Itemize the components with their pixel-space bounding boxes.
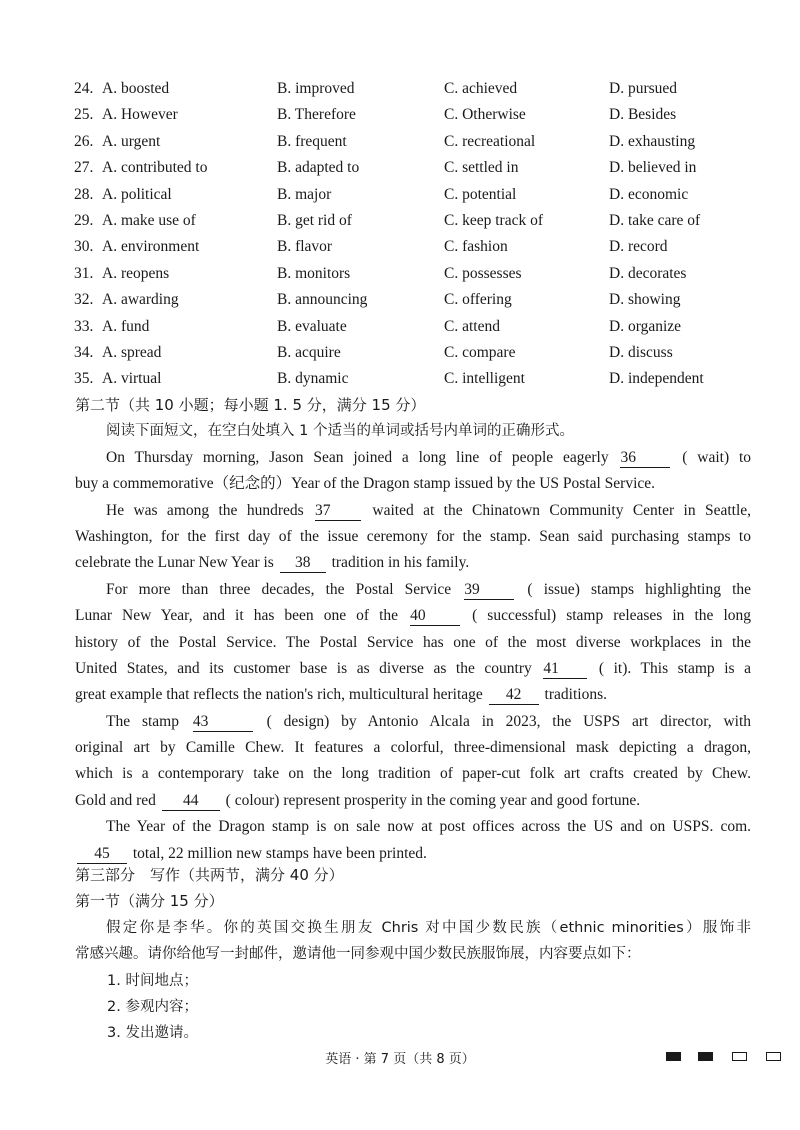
- option-b: B. get rid of: [277, 211, 352, 229]
- text-segment: ( colour) represent prosperity in the coming year and good fortune.: [225, 791, 641, 809]
- option-b: B. frequent: [277, 132, 347, 150]
- text-segment: ( design) by Antonio Alcala in 2023, the USPS art director, with: [266, 712, 752, 730]
- blank-41: 41: [543, 660, 587, 679]
- question-number: 26.: [74, 132, 94, 150]
- option-d: D. organize: [609, 317, 682, 335]
- blank-45: 45: [77, 845, 127, 864]
- prompt-line: 假定你是李华。你的英国交换生朋友 Chris 对中国少数民族（ethnic minorities）服饰非: [106, 919, 751, 936]
- option-row: [74, 208, 774, 234]
- text-segment: great example that reflects the nation's rich, multicultural heritage: [75, 686, 483, 704]
- option-c: C. potential: [444, 185, 517, 203]
- question-number: 32.: [74, 291, 94, 309]
- prompt-line: 常感兴趣。请你给他写一封邮件，邀请他一同参观中国少数民族服饰展，内容要点如下：: [75, 946, 641, 963]
- text-segment: United States, and its customer base is as diverse as the country: [75, 659, 532, 677]
- section-instruction: 阅读下面短文，在空白处填入 1 个适当的单词或括号内单词的正确形式。: [106, 423, 574, 440]
- option-a: A. contributed to: [102, 159, 208, 177]
- question-number: 25.: [74, 106, 94, 124]
- option-a: A. However: [102, 106, 178, 124]
- passage-line: buy a commemorative（纪念的）Year of the Dragon stamp issued by the US Postal Service.: [75, 475, 656, 493]
- option-a: A. political: [102, 185, 172, 203]
- text-segment: He was among the hundreds: [106, 501, 304, 519]
- list-item: 3. 发出邀请。: [107, 1025, 198, 1042]
- multiple-choice-options: [74, 76, 774, 393]
- text-segment: ( wait) to: [682, 448, 752, 466]
- question-number: 29.: [74, 211, 94, 229]
- option-c: C. offering: [444, 291, 512, 309]
- question-number: 31.: [74, 264, 94, 282]
- question-number: 33.: [74, 317, 94, 335]
- question-number: 28.: [74, 185, 94, 203]
- passage-line: which is a contemporary take on the long tradition of paper-cut folk art crafts created by Chew.: [75, 765, 751, 783]
- option-b: B. improved: [277, 80, 355, 97]
- blank-43: 43: [193, 713, 253, 732]
- blank-37: 37: [315, 502, 361, 521]
- option-d: D. economic: [609, 185, 689, 203]
- blank-40: 40: [410, 607, 460, 626]
- option-c: C. attend: [444, 317, 500, 335]
- option-row: [74, 261, 774, 287]
- writing-section: [75, 862, 751, 1047]
- question-number: 27.: [74, 159, 94, 177]
- passage-line: [75, 445, 751, 471]
- passage-line: The Year of the Dragon stamp is on sale now at post offices across the US and on USPS. com.: [106, 818, 751, 836]
- option-d: D. record: [609, 238, 668, 256]
- option-b: B. adapted to: [277, 159, 360, 177]
- text-segment: total, 22 million new stamps have been printed.: [132, 844, 427, 862]
- passage-line: [75, 603, 751, 629]
- option-row: [74, 366, 774, 392]
- option-c: C. possesses: [444, 264, 522, 282]
- page-footer: [0, 1046, 800, 1068]
- passage-line: [75, 656, 751, 682]
- option-d: D. showing: [609, 291, 681, 309]
- blank-39: 39: [464, 581, 514, 600]
- question-number: 24.: [74, 80, 94, 97]
- option-c: C. Otherwise: [444, 106, 526, 124]
- blank-38: 38: [280, 554, 326, 573]
- empty-square-icon: [766, 1052, 781, 1061]
- text-segment: ( it). This stamp is a: [598, 659, 752, 677]
- text-segment: tradition in his family.: [331, 554, 470, 572]
- option-row: [74, 340, 774, 366]
- sub-heading: 第一节（满分 15 分）: [75, 892, 224, 911]
- option-row: [74, 314, 774, 340]
- filled-square-icon: [666, 1052, 681, 1061]
- option-b: B. evaluate: [277, 317, 347, 335]
- option-b: B. flavor: [277, 238, 333, 256]
- option-c: C. compare: [444, 343, 516, 361]
- option-a: A. urgent: [102, 132, 161, 150]
- option-b: B. monitors: [277, 264, 351, 282]
- option-row: [74, 182, 774, 208]
- option-row: [74, 287, 774, 313]
- option-d: D. exhausting: [609, 132, 696, 150]
- blank-44: 44: [162, 792, 220, 811]
- option-d: D. take care of: [609, 211, 701, 229]
- option-d: D. decorates: [609, 264, 687, 282]
- option-d: D. pursued: [609, 80, 678, 97]
- filled-square-icon: [698, 1052, 713, 1061]
- text-segment: For more than three decades, the Postal Service: [106, 580, 452, 598]
- question-number: 35.: [74, 370, 94, 388]
- text-segment: ( successful) stamp releases in the long: [472, 607, 751, 625]
- option-row: [74, 76, 774, 102]
- passage-line: [75, 788, 751, 814]
- passage-line: history of the Postal Service. The Postal Service has one of the most diverse workplaces in the: [75, 633, 751, 651]
- option-d: D. independent: [609, 370, 704, 388]
- option-a: A. reopens: [102, 264, 170, 282]
- blank-36: 36: [620, 449, 670, 468]
- text-segment: Lunar New Year, and it has been one of the: [75, 607, 399, 625]
- option-b: B. Therefore: [277, 106, 356, 124]
- option-c: C. intelligent: [444, 370, 525, 388]
- text-segment: waited at the Chinatown Community Center in Seattle,: [372, 501, 752, 519]
- blank-42: 42: [489, 686, 539, 705]
- passage-line: [75, 682, 751, 708]
- option-d: D. Besides: [609, 106, 677, 124]
- text-segment: ( issue) stamps highlighting the: [527, 580, 751, 598]
- option-row: [74, 129, 774, 155]
- empty-square-icon: [732, 1052, 747, 1061]
- option-c: C. settled in: [444, 159, 519, 177]
- list-item: 1. 时间地点；: [107, 972, 198, 989]
- option-d: D. discuss: [609, 343, 673, 361]
- option-a: A. virtual: [102, 370, 162, 388]
- option-a: A. fund: [102, 317, 150, 335]
- option-b: B. dynamic: [277, 370, 349, 388]
- section-heading: 第二节（共 10 小题；每小题 1. 5 分，满分 15 分）: [75, 396, 426, 414]
- passage-line: [75, 577, 751, 603]
- passage-line: [75, 550, 751, 576]
- option-a: A. make use of: [102, 211, 196, 229]
- option-c: C. achieved: [444, 80, 518, 97]
- text-segment: On Thursday morning, Jason Sean joined a long line of people eagerly: [106, 448, 609, 466]
- option-c: C. keep track of: [444, 211, 543, 229]
- question-number: 30.: [74, 238, 94, 256]
- option-b: B. announcing: [277, 291, 368, 309]
- option-c: C. recreational: [444, 132, 536, 150]
- option-a: A. boosted: [102, 80, 170, 97]
- option-a: A. environment: [102, 238, 200, 256]
- option-row: [74, 234, 774, 260]
- passage-line: [75, 709, 751, 735]
- option-b: B. acquire: [277, 343, 341, 361]
- option-c: C. fashion: [444, 238, 508, 256]
- option-b: B. major: [277, 185, 332, 203]
- passage-line: [75, 498, 751, 524]
- passage-line: Washington, for the first day of the issue ceremony for the stamp. Sean said purchasing stamps to: [75, 527, 751, 545]
- text-segment: traditions.: [544, 686, 607, 704]
- list-item: 2. 参观内容；: [107, 998, 198, 1015]
- text-segment: Gold and red: [75, 791, 156, 809]
- text-segment: The stamp: [106, 712, 179, 730]
- option-row: [74, 155, 774, 181]
- passage-line: original art by Camille Chew. It features a colorful, three-dimensional mask depicting a dragon,: [75, 739, 751, 757]
- option-d: D. believed in: [609, 159, 697, 177]
- part-heading: 第三部分 写作（共两节，满分 40 分）: [75, 866, 344, 884]
- page-number-text: 英语 · 第 7 页（共 8 页）: [325, 1052, 475, 1067]
- option-row: [74, 102, 774, 128]
- question-number: 34.: [74, 343, 94, 361]
- grammar-fill-section: [75, 392, 751, 867]
- option-a: A. spread: [102, 343, 162, 361]
- option-a: A. awarding: [102, 291, 179, 309]
- text-segment: celebrate the Lunar New Year is: [75, 554, 274, 572]
